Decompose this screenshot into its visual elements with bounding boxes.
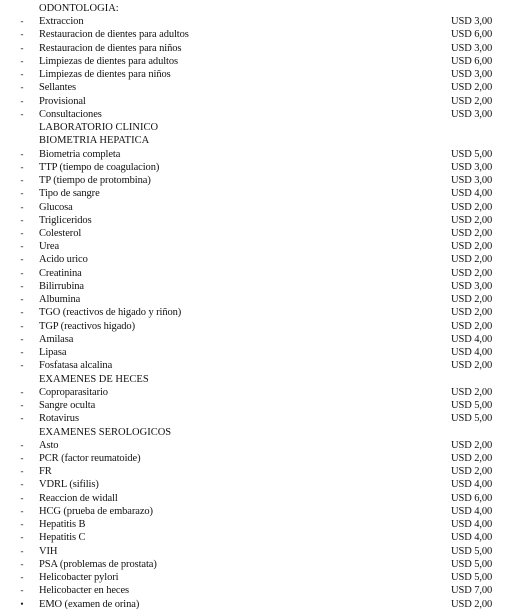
item-price: USD 5,00	[451, 413, 493, 425]
item-price: USD 2,00	[451, 452, 493, 464]
price-list-item	[0, 28, 512, 41]
price-list-item	[0, 95, 512, 108]
price-list-item	[0, 306, 512, 319]
item-name: Bilirrubina	[39, 280, 84, 292]
item-name: Helicobacter en heces	[39, 585, 130, 597]
item-name: Trigliceridos	[39, 214, 92, 226]
price-list-item	[0, 531, 512, 544]
item-name: Consultaciones	[39, 108, 102, 120]
bullet-marker: -	[20, 108, 24, 119]
item-price: USD 7,00	[451, 585, 493, 597]
bullet-marker: -	[20, 572, 24, 583]
item-name: EMO (examen de orina)	[39, 598, 140, 610]
item-name: Restauracion de dientes para niños	[39, 42, 182, 54]
section-heading-text: LABORATORIO CLINICO	[39, 122, 159, 134]
bullet-marker: -	[20, 175, 24, 186]
item-price: USD 4,00	[451, 505, 493, 517]
bullet-marker: -	[20, 82, 24, 93]
price-list-item	[0, 253, 512, 266]
bullet-marker: -	[20, 227, 24, 238]
item-price: USD 6,00	[451, 492, 493, 504]
price-list-item	[0, 412, 512, 425]
bullet-marker: -	[20, 254, 24, 265]
bullet-marker: -	[20, 333, 24, 344]
price-list-item	[0, 346, 512, 359]
section-heading	[0, 426, 512, 439]
bullet-marker: -	[20, 95, 24, 106]
item-name: VIH	[39, 545, 58, 557]
item-name: Acido urico	[39, 254, 88, 266]
item-name: Coproparasitario	[39, 386, 108, 398]
item-price: USD 3,00	[451, 108, 493, 120]
section-heading	[0, 134, 512, 147]
item-name: Limpiezas de dientes para niños	[39, 69, 171, 81]
bullet-marker: •	[20, 598, 24, 609]
item-name: Restauracion de dientes para adultos	[39, 29, 189, 41]
bullet-marker: -	[20, 532, 24, 543]
item-name: Fosfatasa alcalina	[39, 360, 113, 372]
item-price: USD 5,00	[451, 400, 493, 412]
item-name: Glucosa	[39, 201, 73, 213]
price-list-item	[0, 492, 512, 505]
item-price: USD 4,00	[451, 188, 493, 200]
bullet-marker: -	[20, 585, 24, 596]
price-list-item	[0, 465, 512, 478]
bullet-marker: -	[20, 148, 24, 159]
item-price: USD 2,00	[451, 241, 493, 253]
item-name: VDRL (sifilis)	[39, 479, 99, 491]
price-list-item	[0, 558, 512, 571]
bullet-marker: -	[20, 439, 24, 450]
item-price: USD 6,00	[451, 55, 493, 67]
item-price: USD 2,00	[451, 598, 493, 610]
bullet-marker: -	[20, 307, 24, 318]
item-name: Biometria completa	[39, 148, 121, 160]
bullet-marker: -	[20, 29, 24, 40]
bullet-marker: -	[20, 492, 24, 503]
section-heading	[0, 373, 512, 386]
item-name: HCG (prueba de embarazo)	[39, 505, 153, 517]
price-list-item	[0, 359, 512, 372]
item-price: USD 3,00	[451, 69, 493, 81]
bullet-marker: -	[20, 360, 24, 371]
item-price: USD 4,00	[451, 347, 493, 359]
item-name: TTP (tiempo de coagulacion)	[39, 161, 160, 173]
price-list-item	[0, 505, 512, 518]
price-list-item	[0, 320, 512, 333]
item-price: USD 4,00	[451, 333, 493, 345]
bullet-marker: -	[20, 400, 24, 411]
price-list-item	[0, 15, 512, 28]
price-list	[0, 2, 512, 611]
bullet-marker: -	[20, 201, 24, 212]
item-price: USD 2,00	[451, 201, 493, 213]
item-name: Helicobacter pylori	[39, 572, 119, 584]
price-list-item	[0, 571, 512, 584]
bullet-marker: -	[20, 42, 24, 53]
bullet-marker: -	[20, 188, 24, 199]
price-list-item	[0, 518, 512, 531]
item-price: USD 2,00	[451, 267, 493, 279]
price-list-item	[0, 280, 512, 293]
item-name: Limpiezas de dientes para adultos	[39, 55, 178, 67]
price-list-item	[0, 201, 512, 214]
item-name: TGO (reactivos de higado y riñon)	[39, 307, 182, 319]
item-name: Creatinina	[39, 267, 82, 279]
item-price: USD 3,00	[451, 42, 493, 54]
item-name: Lipasa	[39, 347, 67, 359]
bullet-marker: -	[20, 267, 24, 278]
item-name: TGP (reactivos higado)	[39, 320, 135, 332]
price-list-item	[0, 148, 512, 161]
item-name: Extraccion	[39, 16, 84, 28]
item-price: USD 3,00	[451, 161, 493, 173]
bullet-marker: -	[20, 214, 24, 225]
item-price: USD 3,00	[451, 175, 493, 187]
item-price: USD 2,00	[451, 386, 493, 398]
item-name: Reaccion de widall	[39, 492, 118, 504]
item-name: Hepatitis B	[39, 519, 86, 531]
item-price: USD 2,00	[451, 307, 493, 319]
item-price: USD 4,00	[451, 519, 493, 531]
bullet-marker: -	[20, 466, 24, 477]
price-list-item	[0, 214, 512, 227]
section-heading-text: EXAMENES DE HECES	[39, 373, 149, 385]
price-list-item	[0, 55, 512, 68]
bullet-marker: -	[20, 280, 24, 291]
bullet-marker: -	[20, 519, 24, 530]
item-price: USD 2,00	[451, 294, 493, 306]
bullet-marker: -	[20, 294, 24, 305]
bullet-marker: -	[20, 545, 24, 556]
item-price: USD 2,00	[451, 254, 493, 266]
section-heading	[0, 2, 512, 15]
bullet-marker: -	[20, 55, 24, 66]
bullet-marker: -	[20, 505, 24, 516]
bullet-marker: -	[20, 452, 24, 463]
item-price: USD 3,00	[451, 280, 493, 292]
price-list-item	[0, 240, 512, 253]
bullet-marker: -	[20, 413, 24, 424]
price-list-item	[0, 42, 512, 55]
item-name: Hepatitis C	[39, 532, 86, 544]
bullet-marker: -	[20, 558, 24, 569]
bullet-marker: -	[20, 320, 24, 331]
price-list-item	[0, 386, 512, 399]
price-list-item	[0, 545, 512, 558]
item-name: PCR (factor reumatoide)	[39, 452, 141, 464]
section-heading-text: BIOMETRIA HEPATICA	[39, 135, 150, 147]
bullet-marker: -	[20, 161, 24, 172]
section-heading-text: ODONTOLOGIA:	[39, 3, 119, 14]
section-heading-text: EXAMENES SEROLOGICOS	[39, 426, 172, 438]
item-price: USD 5,00	[451, 545, 493, 557]
price-list-item	[0, 478, 512, 491]
bullet-marker: -	[20, 347, 24, 358]
price-list-item	[0, 108, 512, 121]
item-price: USD 4,00	[451, 532, 493, 544]
price-list-item	[0, 81, 512, 94]
item-name: Urea	[39, 241, 60, 253]
price-list-item	[0, 161, 512, 174]
item-name: TP (tiempo de protombina)	[39, 175, 151, 187]
item-name: Tipo de sangre	[39, 188, 100, 200]
item-name: FR	[39, 466, 52, 478]
price-list-item	[0, 598, 512, 611]
item-price: USD 2,00	[451, 439, 493, 451]
item-name: Sangre oculta	[39, 400, 96, 412]
price-list-item	[0, 293, 512, 306]
price-list-item	[0, 439, 512, 452]
item-price: USD 2,00	[451, 360, 493, 372]
item-price: USD 2,00	[451, 227, 493, 239]
price-list-item	[0, 584, 512, 597]
item-name: Colesterol	[39, 227, 82, 239]
item-price: USD 3,00	[451, 16, 493, 28]
section-heading	[0, 121, 512, 134]
bullet-marker: -	[20, 479, 24, 490]
bullet-marker: -	[20, 69, 24, 80]
item-name: Sellantes	[39, 82, 77, 94]
bullet-marker: -	[20, 241, 24, 252]
item-name: Asto	[39, 439, 59, 451]
item-name: Provisional	[39, 95, 86, 107]
item-name: Albumina	[39, 294, 81, 306]
price-list-item	[0, 187, 512, 200]
price-list-item	[0, 333, 512, 346]
item-name: Rotavirus	[39, 413, 79, 425]
item-price: USD 5,00	[451, 148, 493, 160]
item-name: PSA (problemas de prostata)	[39, 558, 157, 570]
item-price: USD 6,00	[451, 29, 493, 41]
item-price: USD 2,00	[451, 95, 493, 107]
item-price: USD 5,00	[451, 572, 493, 584]
price-list-item	[0, 452, 512, 465]
bullet-marker: -	[20, 386, 24, 397]
item-price: USD 2,00	[451, 214, 493, 226]
price-list-item	[0, 399, 512, 412]
bullet-marker: -	[20, 16, 24, 27]
price-list-item	[0, 227, 512, 240]
item-price: USD 4,00	[451, 479, 493, 491]
item-price: USD 2,00	[451, 320, 493, 332]
price-list-item	[0, 174, 512, 187]
item-price: USD 5,00	[451, 558, 493, 570]
item-price: USD 2,00	[451, 466, 493, 478]
price-list-item	[0, 267, 512, 280]
item-price: USD 2,00	[451, 82, 493, 94]
item-name: Amilasa	[39, 333, 74, 345]
price-list-item	[0, 68, 512, 81]
